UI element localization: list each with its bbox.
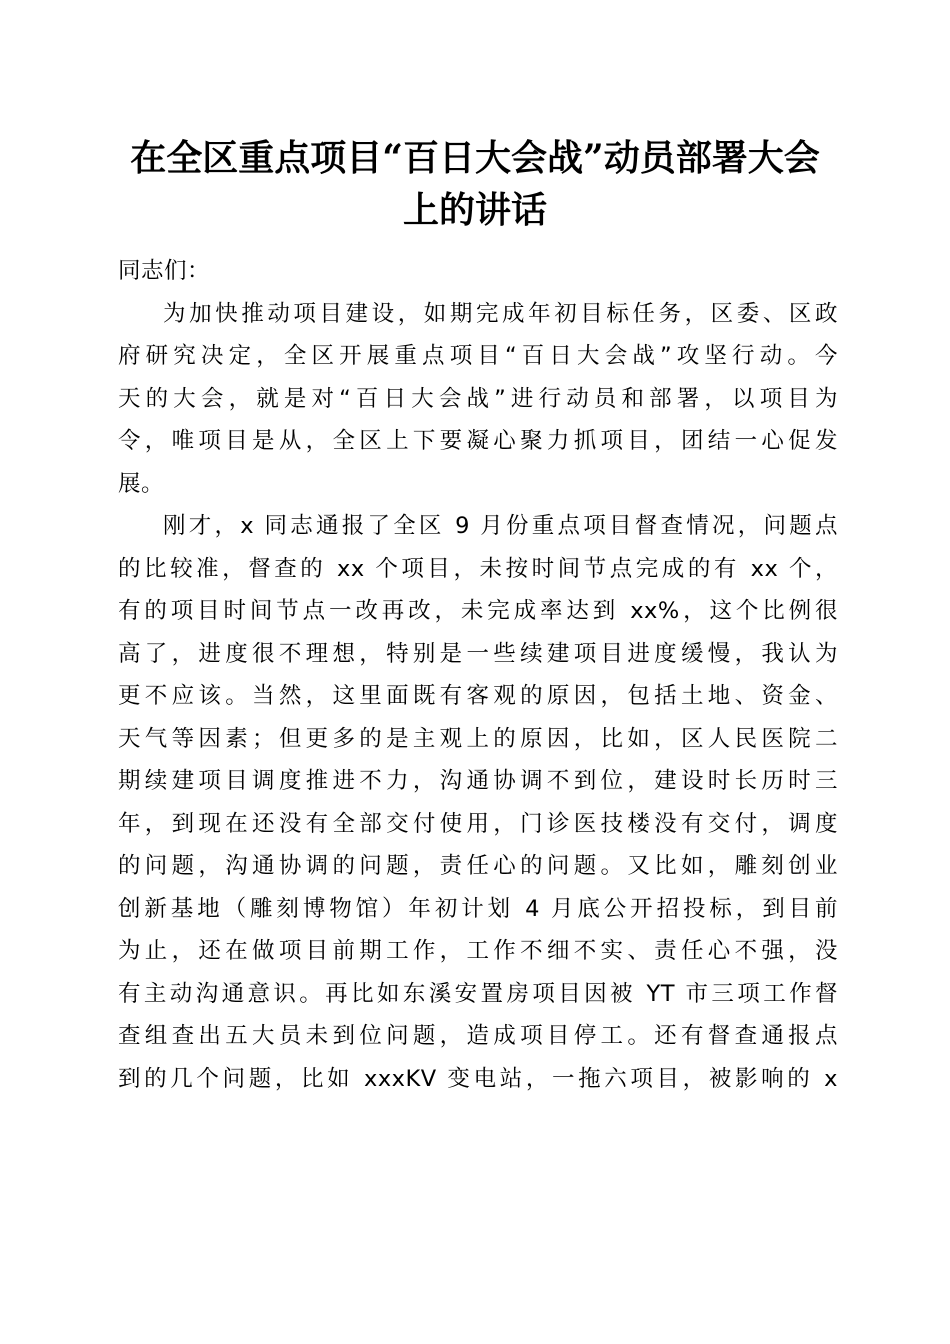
- paragraph-line: 创新基地（雕刻博物馆）年初计划 4 月底公开招投标，到目前: [118, 895, 838, 922]
- paragraph-line: 展。: [118, 470, 165, 497]
- document-body: [118, 250, 838, 1100]
- paragraph-2: [118, 505, 838, 1100]
- paragraph-line: 为止，还在做项目前期工作，工作不细不实、责任心不强，没: [118, 938, 838, 964]
- document-title: [100, 132, 850, 236]
- title-line-2: 上的讲话: [402, 189, 547, 231]
- paragraph-line: 天气等因素；但更多的是主观上的原因，比如，区人民医院二: [118, 725, 838, 752]
- paragraph-1: [118, 293, 838, 506]
- salutation: 同志们：: [118, 258, 211, 284]
- title-line-1: 在全区重点项目“百日大会战”动员部署大会: [130, 137, 820, 179]
- paragraph-line: 高了，进度很不理想，特别是一些续建项目进度缓慢，我认为: [118, 640, 838, 667]
- paragraph-line: 到的几个问题，比如 xxxKV 变电站，一拖六项目，被影响的 x: [118, 1065, 838, 1092]
- paragraph-line: 年，到现在还没有全部交付使用，门诊医技楼没有交付，调度: [118, 810, 838, 837]
- paragraph-line: 为加快推动项目建设，如期完成年初目标任务，区委、区政: [163, 300, 838, 327]
- paragraph-line: 有主动沟通意识。再比如东溪安置房项目因被 YT 市三项工作督: [118, 980, 838, 1007]
- paragraph-line: 刚才，x 同志通报了全区 9 月份重点项目督查情况，问题点: [163, 513, 838, 539]
- paragraph-line: 天的大会，就是对“百日大会战”进行动员和部署，以项目为: [118, 385, 838, 412]
- paragraph-line: 府研究决定，全区开展重点项目“百日大会战”攻坚行动。今: [118, 343, 838, 369]
- paragraph-line: 有的项目时间节点一改再改，未完成率达到 xx%，这个比例很: [118, 598, 838, 624]
- paragraph-line: 期续建项目调度推进不力，沟通协调不到位，建设时长历时三: [118, 768, 838, 794]
- paragraph-line: 的问题，沟通协调的问题，责任心的问题。又比如，雕刻创业: [118, 853, 838, 879]
- paragraph-line: 查组查出五大员未到位问题，造成项目停工。还有督查通报点: [118, 1023, 838, 1049]
- paragraph-line: 更不应该。当然，这里面既有客观的原因，包括土地、资金、: [118, 683, 838, 709]
- paragraph-line: 的比较准，督查的 xx 个项目，未按时间节点完成的有 xx 个，: [118, 555, 838, 582]
- paragraph-line: 令，唯项目是从，全区上下要凝心聚力抓项目，团结一心促发: [118, 428, 838, 454]
